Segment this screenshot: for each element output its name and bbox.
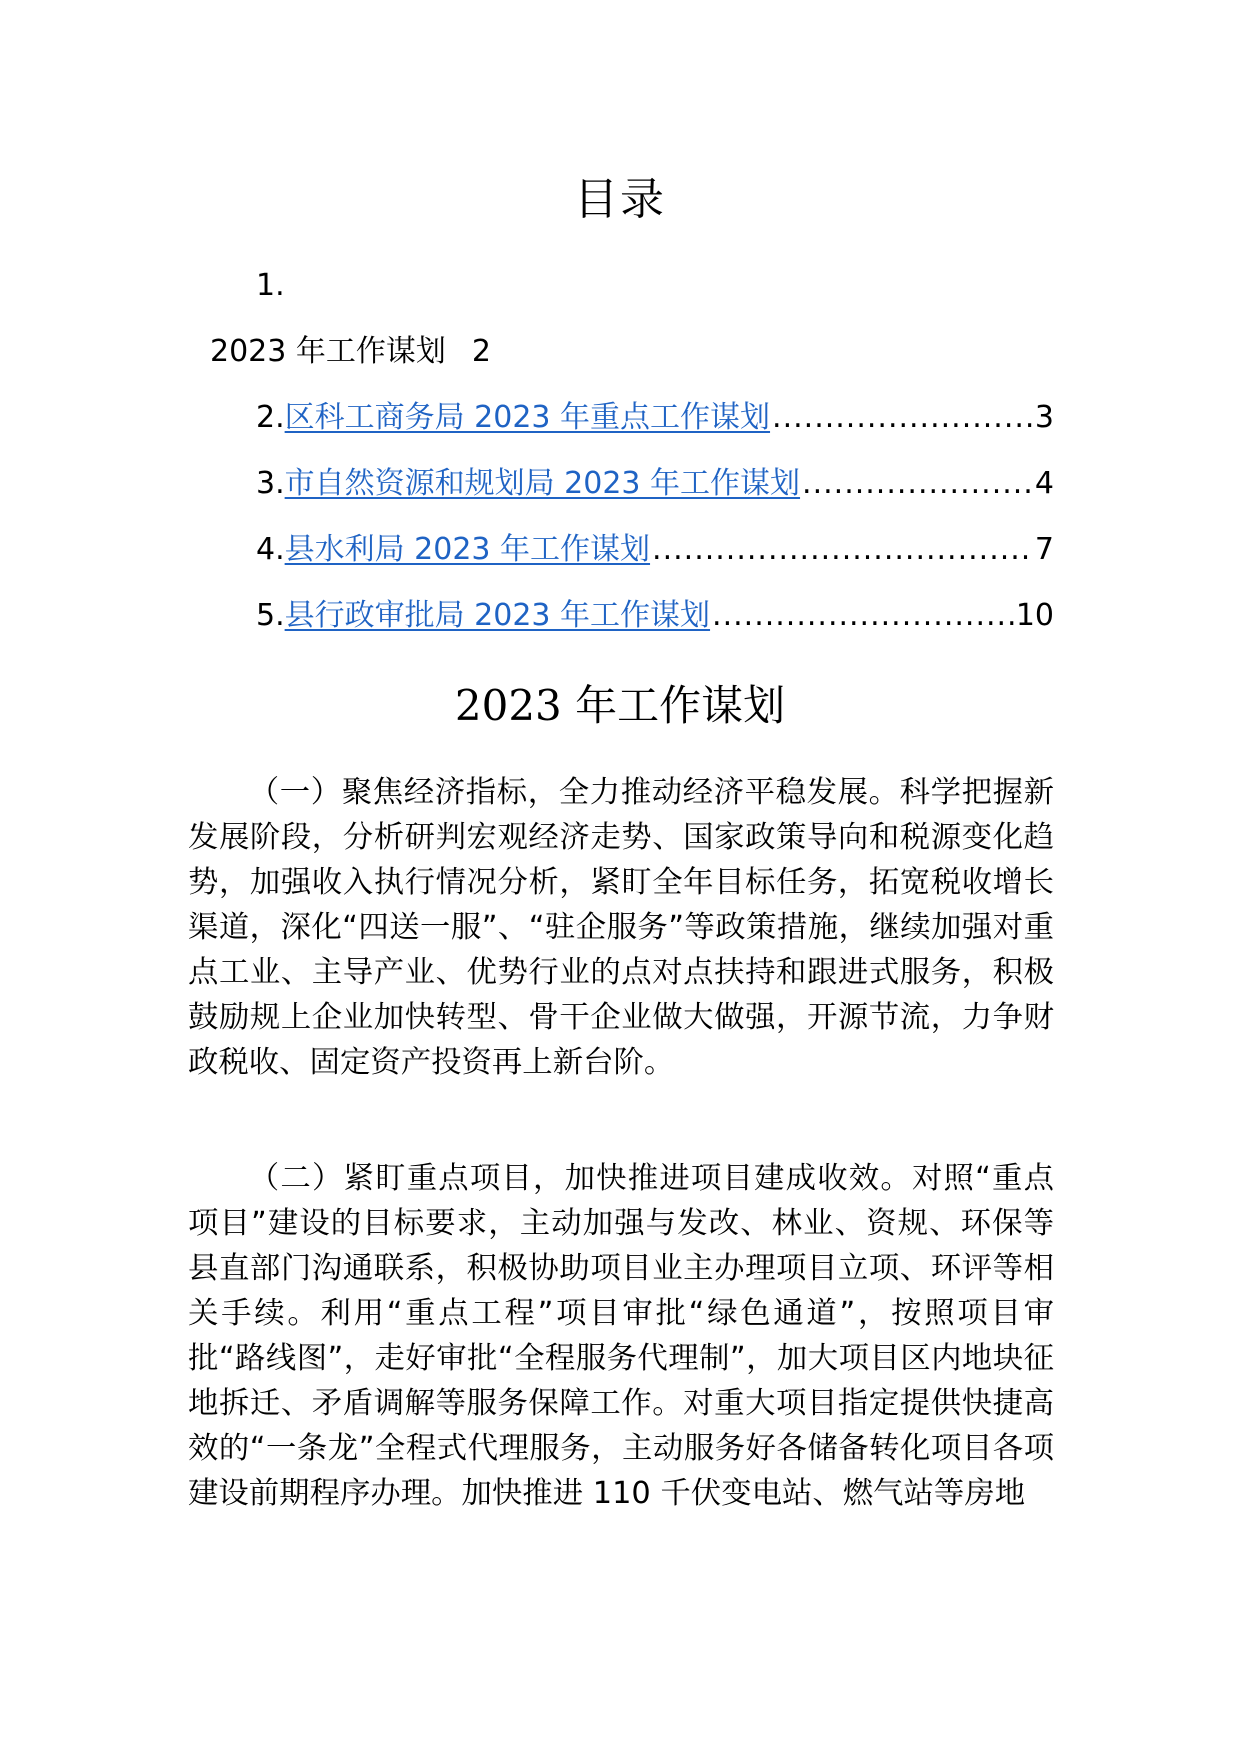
- toc-link-water-resources[interactable]: 县水利局 2023 年工作谋划: [284, 532, 651, 567]
- toc-dot-leader: [772, 396, 1033, 440]
- toc-item-number: 3.: [256, 466, 285, 501]
- toc-item-1-number: 1.: [256, 268, 285, 303]
- body-paragraph-1: （一）聚焦经济指标，全力推动经济平稳发展。科学把握新发展阶段，分析研判宏观经济走势、国家政策导向和税源变化趋势，加强收入执行情况分析，紧盯全年目标任务，拓宽税收增长渠道，深化“四送一服”、“驻企服务”等政策措施，继续加强对重点工业、主导产业、优势行业的点对点扶持和跟进式服务，积极鼓励规上企业加快转型、骨干企业做大做强，开源节流，力争财政税收、固定资产投资再上新台阶。: [188, 775, 1054, 1080]
- toc-item-number: 4.: [256, 532, 285, 567]
- toc-item-1-text: 2023 年工作谋划: [210, 334, 446, 369]
- toc-item-number: 5.: [256, 598, 285, 633]
- document-title: 2023 年工作谋划: [454, 681, 786, 730]
- toc-title: 目录: [574, 174, 666, 225]
- toc-item-4: [256, 528, 1054, 572]
- toc-item-number: 2.: [256, 400, 285, 435]
- toc-item-3: [256, 462, 1054, 506]
- toc-item-1: [210, 330, 491, 374]
- toc-item-1-page: 2: [471, 334, 491, 369]
- toc-dot-leader: [802, 462, 1033, 506]
- toc-dot-leader: [652, 528, 1033, 572]
- toc-page-number: 7: [1034, 532, 1054, 567]
- toc-dot-leader: [712, 594, 1014, 638]
- toc-page-number: 4: [1034, 466, 1054, 501]
- toc-link-district-industry-commerce[interactable]: 区科工商务局 2023 年重点工作谋划: [284, 400, 771, 435]
- toc-item-5: [256, 594, 1054, 638]
- toc-link-natural-resources-planning[interactable]: 市自然资源和规划局 2023 年工作谋划: [284, 466, 801, 501]
- toc-item-2: [256, 396, 1054, 440]
- toc-page-number: 3: [1034, 400, 1054, 435]
- toc-page-number: 10: [1015, 598, 1054, 633]
- toc-link-administrative-approval[interactable]: 县行政审批局 2023 年工作谋划: [284, 598, 711, 633]
- body-paragraph-2: （二）紧盯重点项目，加快推进项目建成收效。对照“重点项目”建设的目标要求，主动加强与发改、林业、资规、环保等县直部门沟通联系，积极协助项目业主办理项目立项、环评等相关手续。利用“重点工程”项目审批“绿色通道”，按照项目审批“路线图”，走好审批“全程服务代理制”，加大项目区内地块征地拆迁、矛盾调解等服务保障工作。对重大项目指定提供快捷高效的“一条龙”全程式代理服务，主动服务好各储备转化项目各项建设前期程序办理。加快推进 110 千伏变电站、燃气站等房地: [188, 1161, 1054, 1511]
